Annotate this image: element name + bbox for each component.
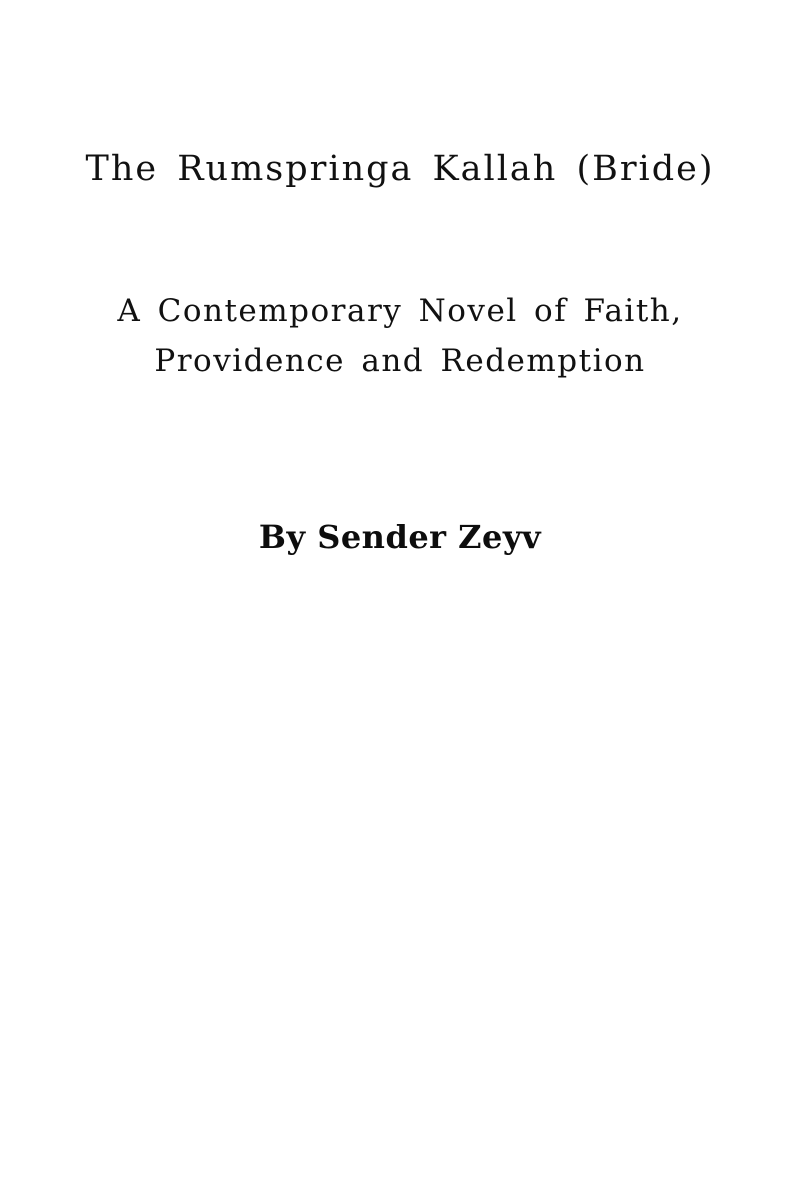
author-byline: By Sender Zeyv bbox=[258, 518, 542, 556]
page-blank-area bbox=[0, 620, 800, 1200]
subtitle-block bbox=[0, 286, 800, 386]
author-block bbox=[0, 518, 800, 556]
page-subtitle: A Contemporary Novel of Faith, Providence and Redemption bbox=[117, 293, 683, 380]
page-title: The Rumspringa Kallah (Bride) bbox=[85, 149, 715, 189]
title-block bbox=[0, 148, 800, 192]
